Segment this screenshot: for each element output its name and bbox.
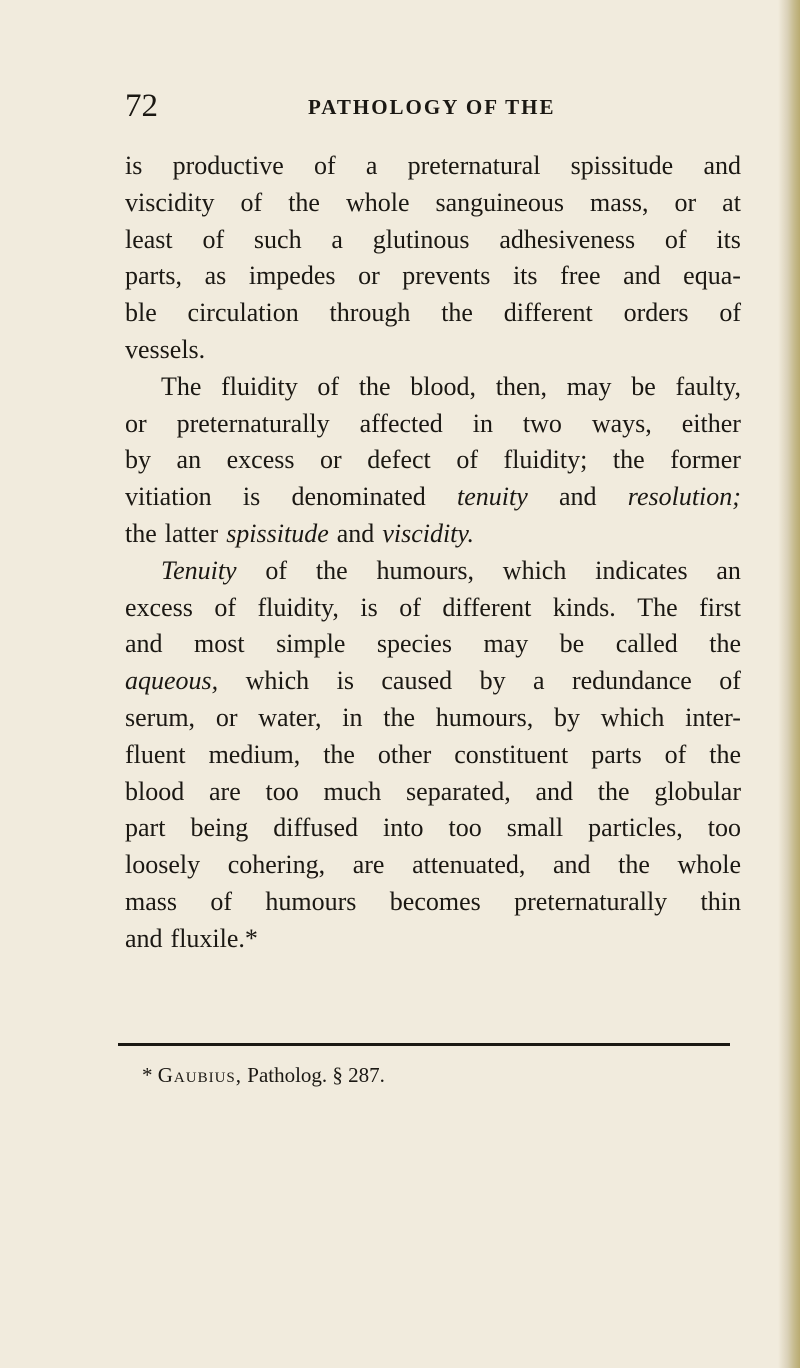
word: whole xyxy=(677,850,741,880)
word: water, xyxy=(258,702,322,732)
word: adhesiveness xyxy=(499,224,636,254)
word: species xyxy=(376,629,452,659)
word: of xyxy=(456,445,478,475)
word: redundance xyxy=(571,666,692,696)
word: the xyxy=(618,850,650,880)
word: diffused xyxy=(273,813,358,843)
word: fluidity xyxy=(221,371,298,401)
word: circulation xyxy=(187,298,299,328)
word: particles, xyxy=(588,813,683,843)
word: thin xyxy=(700,886,741,916)
word: medium, xyxy=(208,739,301,769)
word: of xyxy=(317,371,340,401)
word: and xyxy=(703,151,741,180)
word: of xyxy=(664,224,687,254)
word: preternaturally xyxy=(176,408,330,438)
text-line xyxy=(125,774,741,811)
text-line xyxy=(125,479,741,516)
text-line xyxy=(125,295,741,332)
word: and xyxy=(125,923,163,953)
word: loosely xyxy=(125,850,201,880)
text-line xyxy=(125,700,741,737)
word: of xyxy=(719,666,741,696)
word: and xyxy=(552,850,591,880)
word: may xyxy=(483,629,529,659)
word: at xyxy=(722,187,741,217)
word: impedes xyxy=(248,261,336,291)
text-line xyxy=(125,663,741,700)
word: called xyxy=(615,629,678,659)
word: viscidity. xyxy=(382,518,475,548)
word: the xyxy=(315,555,348,585)
word: which xyxy=(502,555,567,585)
word: is xyxy=(360,592,378,622)
text-line xyxy=(125,553,741,590)
word: indicates xyxy=(595,555,688,585)
word: or xyxy=(674,187,697,217)
word: into xyxy=(383,813,424,843)
text-line xyxy=(125,516,741,553)
word: by xyxy=(479,666,506,696)
word: be xyxy=(631,371,656,401)
word: may xyxy=(566,371,612,401)
footnote-author: Gaubius, xyxy=(157,1063,243,1087)
word: aqueous, xyxy=(125,666,219,696)
word: an xyxy=(716,555,741,585)
word: and xyxy=(535,776,574,806)
word: preternaturally xyxy=(514,886,668,916)
word: cohering, xyxy=(227,850,326,880)
word: such xyxy=(253,224,302,254)
word: tenuity xyxy=(457,482,528,512)
word: by xyxy=(125,445,151,475)
word: either xyxy=(681,408,741,438)
word: most xyxy=(194,629,245,659)
text-line xyxy=(125,406,741,443)
word: through xyxy=(329,298,411,328)
word: too xyxy=(707,813,741,843)
word: mass xyxy=(125,886,177,916)
word: a xyxy=(331,224,343,254)
word: the xyxy=(709,739,741,769)
word: simple xyxy=(276,629,346,659)
word: which xyxy=(245,666,310,696)
word: of xyxy=(664,739,687,769)
footnote-rule xyxy=(118,1043,730,1046)
word: denominated xyxy=(291,482,426,512)
word: excess xyxy=(226,445,295,475)
word: the xyxy=(358,371,391,401)
text-line xyxy=(125,810,741,847)
word: spissitude xyxy=(226,518,329,548)
word: affected xyxy=(359,408,443,438)
word: vitiation xyxy=(125,482,212,512)
word: is xyxy=(242,482,261,512)
word: inter- xyxy=(685,702,741,732)
word: caused xyxy=(381,666,453,696)
text-line xyxy=(125,148,741,185)
word: mass, xyxy=(590,187,649,217)
word: and xyxy=(125,629,163,659)
word: of xyxy=(265,555,288,585)
word: which xyxy=(600,702,665,732)
word: and xyxy=(336,518,375,548)
word: of xyxy=(202,224,225,254)
word: preternatural xyxy=(407,151,541,180)
word: or xyxy=(125,408,147,438)
word: an xyxy=(176,445,202,475)
word: globular xyxy=(654,776,741,806)
word: constituent xyxy=(454,739,569,769)
word: a xyxy=(365,151,378,180)
text-line xyxy=(125,222,741,259)
word: productive xyxy=(172,151,284,180)
word: vessels. xyxy=(125,334,206,364)
word: in xyxy=(342,702,363,732)
word: or xyxy=(320,445,342,475)
word: spissitude xyxy=(570,151,674,180)
word: Tenuity xyxy=(161,555,237,585)
word: being xyxy=(190,813,249,843)
word: of xyxy=(210,886,233,916)
word: latter xyxy=(164,518,219,548)
word: ble xyxy=(125,298,157,328)
word: the xyxy=(612,445,645,475)
word: are xyxy=(352,850,385,880)
word: attenuated, xyxy=(412,850,526,880)
word: small xyxy=(506,813,564,843)
word: its xyxy=(512,261,538,291)
word: the xyxy=(383,702,415,732)
word: ways, xyxy=(591,408,652,438)
word: faulty, xyxy=(675,371,741,401)
page-header xyxy=(125,88,755,124)
page-edge xyxy=(778,0,800,1368)
word: different xyxy=(442,592,532,622)
text-line xyxy=(125,737,741,774)
word: least xyxy=(125,224,173,254)
word: first xyxy=(699,592,741,622)
text-line xyxy=(125,332,741,369)
word: resolution; xyxy=(627,482,741,512)
word: free xyxy=(560,261,601,291)
word: a xyxy=(533,666,545,696)
word: viscidity xyxy=(125,187,215,217)
word: excess xyxy=(125,592,193,622)
word: orders xyxy=(623,298,689,328)
word: humours xyxy=(265,886,357,916)
text-line xyxy=(125,884,741,921)
word: the xyxy=(709,629,741,659)
word: sanguineous xyxy=(435,187,565,217)
word: in xyxy=(472,408,493,438)
word: humours, xyxy=(435,702,534,732)
word: is xyxy=(125,151,143,180)
word: and xyxy=(559,482,597,512)
word: humours, xyxy=(376,555,474,585)
word: whole xyxy=(345,187,410,217)
word: of xyxy=(214,592,237,622)
text-line xyxy=(125,258,741,295)
word: two xyxy=(522,408,562,438)
word: and xyxy=(623,261,661,291)
word: of xyxy=(399,592,421,622)
word: fluidity, xyxy=(257,592,339,622)
page-number: 72 xyxy=(125,88,158,124)
word: serum, xyxy=(125,702,196,732)
word: much xyxy=(323,776,382,806)
word: is xyxy=(336,666,354,696)
word: be xyxy=(559,629,585,659)
word: fluxile.* xyxy=(170,923,258,953)
word: or xyxy=(358,261,380,291)
word: becomes xyxy=(389,886,481,916)
word: former xyxy=(670,445,741,475)
word: different xyxy=(503,298,593,328)
word: of xyxy=(240,187,263,217)
text-line xyxy=(125,626,741,663)
word: of xyxy=(313,151,336,180)
word: fluidity; xyxy=(503,445,588,475)
word: fluent xyxy=(125,739,186,769)
word: equa- xyxy=(683,261,741,291)
word: too xyxy=(448,813,482,843)
word: blood, xyxy=(410,371,477,401)
text-line xyxy=(125,369,741,406)
word: parts, xyxy=(125,261,183,291)
word: blood xyxy=(125,776,185,806)
word: separated, xyxy=(406,776,511,806)
word: the xyxy=(597,776,630,806)
body-text xyxy=(125,148,741,958)
text-line xyxy=(125,847,741,884)
word: then, xyxy=(495,371,548,401)
word: too xyxy=(265,776,299,806)
word: other xyxy=(377,739,432,769)
text-line xyxy=(125,442,741,479)
word: defect xyxy=(367,445,431,475)
word: part xyxy=(125,813,166,843)
footnote-marker: * xyxy=(142,1063,153,1087)
word: the xyxy=(288,187,320,217)
word: The xyxy=(161,371,202,401)
word: its xyxy=(716,224,741,254)
word: The xyxy=(637,592,678,622)
word: as xyxy=(204,261,227,291)
text-line xyxy=(125,921,741,958)
word: the xyxy=(441,298,473,328)
word: or xyxy=(215,702,238,732)
word: prevents xyxy=(402,261,491,291)
text-line xyxy=(125,590,741,627)
word: are xyxy=(209,776,241,806)
word: glutinous xyxy=(372,224,470,254)
word: parts xyxy=(591,739,642,769)
word: the xyxy=(125,518,157,548)
word: kinds. xyxy=(552,592,616,622)
word: by xyxy=(554,702,581,732)
footnote xyxy=(142,1060,385,1090)
footnote-reference: Patholog. § 287. xyxy=(247,1063,385,1087)
running-head: PATHOLOGY OF THE xyxy=(308,95,556,119)
word: of xyxy=(719,298,741,328)
word: the xyxy=(323,739,355,769)
text-line xyxy=(125,185,741,222)
